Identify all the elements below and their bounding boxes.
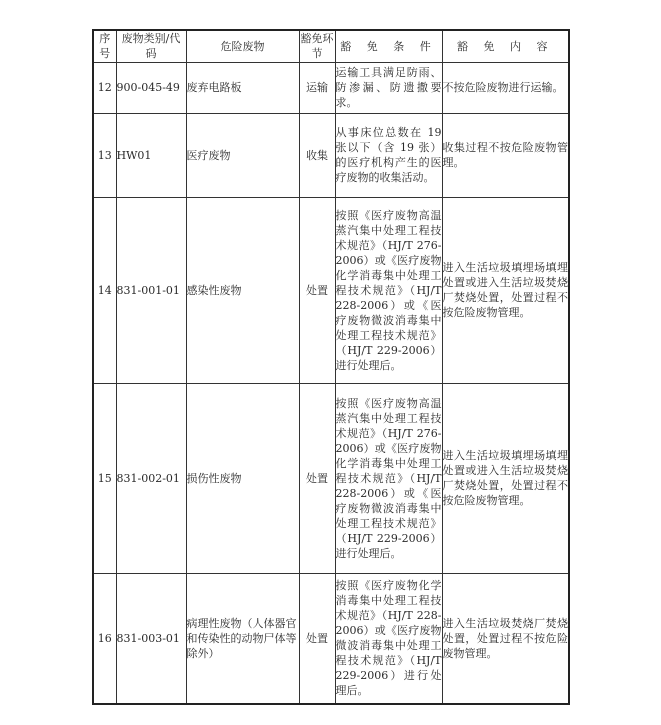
row-stage: 收集	[299, 113, 335, 197]
row-content: 进入生活垃圾填埋场填埋处置或进入生活垃圾焚烧厂焚烧处置，处置过程不按危险废物管理。	[442, 383, 569, 573]
header-seq: 序号	[93, 30, 116, 62]
row-stage: 运输	[299, 62, 335, 113]
row-condition: 按照《医疗废物高温蒸汽集中处理工程技术规范》（HJ/T 276-2006）或《医疗废物化学消毒集中处理工程技术规范》（HJ/T 228-2006）或《医疗废物微波消毒集中处理工程技术规范》（HJ/T 229-2006）进行处理后。	[335, 383, 442, 573]
row-code: 900-045-49	[116, 62, 186, 113]
row-seq: 15	[93, 383, 116, 573]
row-condition: 按照《医疗废物高温蒸汽集中处理工程技术规范》（HJ/T 276-2006）或《医疗废物化学消毒集中处理工程技术规范》（HJ/T 228-2006）或《医疗废物微波消毒集中处理工程技术规范》（HJ/T 229-2006）进行处理后。	[335, 197, 442, 383]
row-stage: 处置	[299, 573, 335, 704]
header-code: 废物类别/代码	[116, 30, 186, 62]
header-stage: 豁免环节	[299, 30, 335, 62]
row-waste: 医疗废物	[186, 113, 299, 197]
row-seq: 12	[93, 62, 116, 113]
row-stage: 处置	[299, 197, 335, 383]
row-content: 不按危险废物进行运输。	[442, 62, 569, 113]
row-content: 进入生活垃圾填埋场填埋处置或进入生活垃圾焚烧厂焚烧处置，处置过程不按危险废物管理。	[442, 197, 569, 383]
header-content: 豁 免 内 容	[442, 30, 569, 62]
row-content: 进入生活垃圾焚烧厂焚烧处置，处置过程不按危险废物管理。	[442, 573, 569, 704]
row-condition: 从事床位总数在 19 张以下（含 19 张）的医疗机构产生的医疗废物的收集活动。	[335, 113, 442, 197]
exemption-table	[92, 29, 570, 705]
row-content: 收集过程不按危险废物管理。	[442, 113, 569, 197]
row-waste: 感染性废物	[186, 197, 299, 383]
table-row	[93, 383, 569, 573]
table-row	[93, 113, 569, 197]
row-waste: 损伤性废物	[186, 383, 299, 573]
row-code: 831-003-01	[116, 573, 186, 704]
row-seq: 13	[93, 113, 116, 197]
row-seq: 16	[93, 573, 116, 704]
row-seq: 14	[93, 197, 116, 383]
row-code: 831-002-01	[116, 383, 186, 573]
table-row	[93, 573, 569, 704]
table-row	[93, 62, 569, 113]
row-code: 831-001-01	[116, 197, 186, 383]
header-condition: 豁 免 条 件	[335, 30, 442, 62]
row-waste: 病理性废物（人体器官和传染性的动物尸体等除外）	[186, 573, 299, 704]
header-waste: 危险废物	[186, 30, 299, 62]
table-header-row	[93, 30, 569, 62]
table-row	[93, 197, 569, 383]
row-condition: 运输工具满足防雨、防渗漏、防遗撒要求。	[335, 62, 442, 113]
row-condition: 按照《医疗废物化学消毒集中处理工程技术规范》（HJ/T 228-2006）或《医疗废物微波消毒集中处理工程技术规范》（HJ/T 229-2006）进行处理后。	[335, 573, 442, 704]
row-waste: 废弃电路板	[186, 62, 299, 113]
row-code: HW01	[116, 113, 186, 197]
row-stage: 处置	[299, 383, 335, 573]
